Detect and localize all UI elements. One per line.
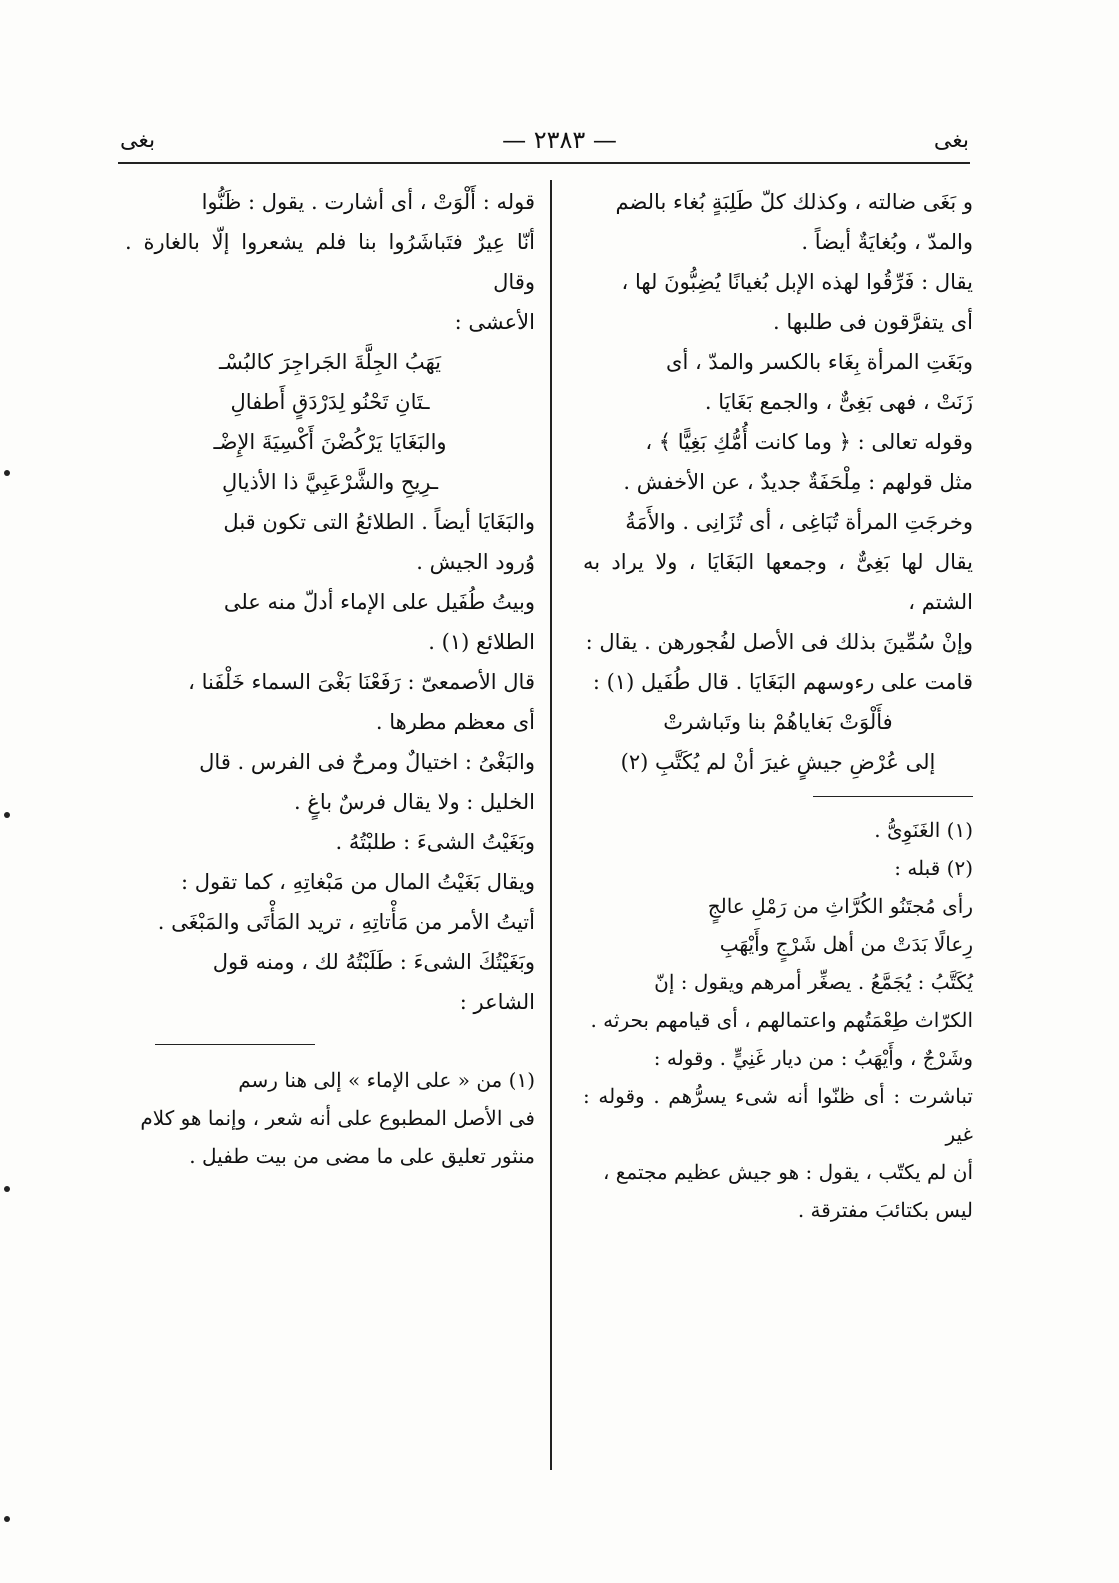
footnote-line: (١) الغَنَوِىُّ .	[874, 818, 973, 842]
text-line: قامت على رءوسهم البَغَايَا . قال طُفَيل (١) :	[592, 670, 973, 694]
footnote-verse: رِعالًا بَدَتْ من أهل شَرْجٍ وأَيْهَبِ	[719, 932, 973, 956]
footnote-line: يُكَتَّبُ : يُجَمَّعُ . يصغِّر أمرهم ويقول : إنّ	[654, 970, 973, 994]
text-line: الأعشى :	[454, 310, 535, 334]
text-line: زَنَتْ ، فهى بَغِىٌّ ، والجمع بَغَايَا .	[704, 390, 973, 414]
text-line: وبيتُ طُفَيل على الإماء أدلّ منه على	[223, 590, 535, 614]
footnote-line: ليس بكتائبَ مفترقة .	[797, 1198, 973, 1222]
header-right-word: بغى	[933, 128, 969, 153]
text-line: أى معظم مطرها .	[375, 710, 535, 734]
text-line: وبَغَيْتُكَ الشىءَ : طَلَبْتُهُ لك ، ومنه قول	[212, 950, 535, 974]
left-column	[125, 182, 535, 1175]
footnote-line: وشَرْجٌ ، وأَيْهَبُ : من ديار غَنِيٍّ . وقوله :	[653, 1046, 973, 1070]
text-line: وخرجَتِ المرأة تُبَاغِى ، أى تُزَانِى . والأَمَةُ	[625, 510, 973, 534]
text-line: وبَغَتِ المرأة بِغَاء بالكسر والمدّ ، أى	[666, 350, 973, 374]
footnote-line: (٢) قبله :	[894, 856, 973, 880]
verse-line: ـرِيحِ والشَّرْعَبِيَّ ذا الأذيالِ	[221, 470, 439, 494]
margin-mark	[4, 1516, 10, 1522]
text-line: والبَغْىُ : اختيالٌ ومرحٌ فى الفرس . قال	[199, 750, 535, 774]
footnote-line: فى الأصل المطبوع على أنه شعر ، وإنما هو كلام	[140, 1106, 535, 1130]
text-line: الشاعر :	[459, 990, 535, 1014]
footnote-line: (١) من « على الإماء » إلى هنا رسم	[238, 1068, 535, 1092]
verse-line: يَهَبُ الجِلَّةَ الجَراجِرَ كالبُسْـ	[219, 350, 441, 374]
text-line: وقوله تعالى : ﴿ وما كانت أُمُّكِ بَغِيًّا ﴾ ،	[645, 430, 973, 454]
text-line: الخليل : ولا يقال فرسٌ باغٍ .	[293, 790, 535, 814]
footnote-verse: رأى مُجتَنُو الكُرَّاثِ من رَمْلِ عالجٍ	[707, 894, 973, 918]
footnote-line: أن لم يكتّب ، يقول : هو جيش عظيم مجتمع ،	[602, 1160, 973, 1184]
text-line: وُرود الجيش .	[416, 550, 535, 574]
text-line: قوله : أَلْوَتْ ، أى أشارت . يقول : ظَنُّوا	[201, 190, 535, 214]
footnote-line: الكرّاث طِعْمَتُهم واعتمالهم ، أى قيامهم بحرثه .	[590, 1008, 973, 1032]
margin-mark	[4, 470, 10, 476]
page-number: — ٢٣٨٣ —	[502, 126, 617, 154]
text-line: أى يتفرَّقون فى طلبها .	[773, 310, 973, 334]
text-line: وبَغَيْتُ الشىءَ : طلبْتُهُ .	[335, 830, 535, 854]
verse-line: إلى عُرْضِ جيشٍ غيرَ أنْ لم يُكَتَّبِ (٢)	[620, 750, 936, 774]
verse-line: والبَغَايَا يَرْكُضْنَ أَكْسِيَةَ الإِضْـ	[213, 430, 447, 454]
text-line: والبَغَايَا أيضاً . الطلائعُ التى تكون قبل	[223, 510, 535, 534]
footnote-rule	[813, 796, 973, 797]
margin-mark	[4, 1186, 10, 1192]
footnote-line: تباشرت : أى ظنّوا أنه شىء يسرُّهم . وقوله : غير	[583, 1084, 973, 1146]
text-line: وإنْ سُمِّينَ بذلك فى الأصل لفُجورهن . يقال :	[585, 630, 973, 654]
text-line: يقال : فَرِّقُوا لهذه الإبل بُغيانًا يُضِبُّونَ لها ،	[621, 270, 973, 294]
header-left-word: بغى	[120, 128, 156, 153]
verse-line: فأَلْوَتْ بَغاياهُمْ بنا وتَباشرتْ	[663, 710, 893, 734]
right-column	[583, 182, 973, 1229]
text-line: ويقال بَغَيْتُ المال من مَبْغاتِهِ ، كما تقول :	[180, 870, 535, 894]
text-line: قال الأصمعىّ : رَفَعْنَا بَغْىَ السماء خَلْفَنا ،	[188, 670, 535, 694]
footnote-line: منثور تعليق على ما مضى من بيت طفيل .	[189, 1144, 535, 1168]
header-rule	[118, 162, 970, 164]
text-line: يقال لها بَغِىٌّ ، وجمعها البَغَايَا ، ولا يراد به الشتم ،	[583, 550, 973, 614]
text-line: الطلائع (١) .	[428, 630, 535, 654]
text-line: و بَغَى ضالته ، وكذلك كلّ طَلِبَةٍ بُغاء بالضم	[615, 190, 973, 214]
column-divider	[550, 180, 552, 1470]
text-line: أتيتُ الأمر من مَأْتاتِهِ ، تريد المَأْتَى والمَبْغَى .	[157, 910, 535, 934]
margin-mark	[4, 812, 10, 818]
verse-line: ـتَانِ تَحْنُو لِدَرْدَقٍ أَطفالِ	[230, 390, 430, 414]
text-line: أنّا عِيرٌ فتَباشَرُوا بنا فلم يشعروا إلّا بالغارة . وقال	[125, 230, 535, 294]
text-line: والمدّ ، وبُغايَةٌ أيضاً .	[801, 230, 973, 254]
text-line: مثل قولهم : مِلْحَفَةٌ جديدٌ ، عن الأخفش .	[623, 470, 973, 494]
footnote-rule	[155, 1044, 315, 1045]
